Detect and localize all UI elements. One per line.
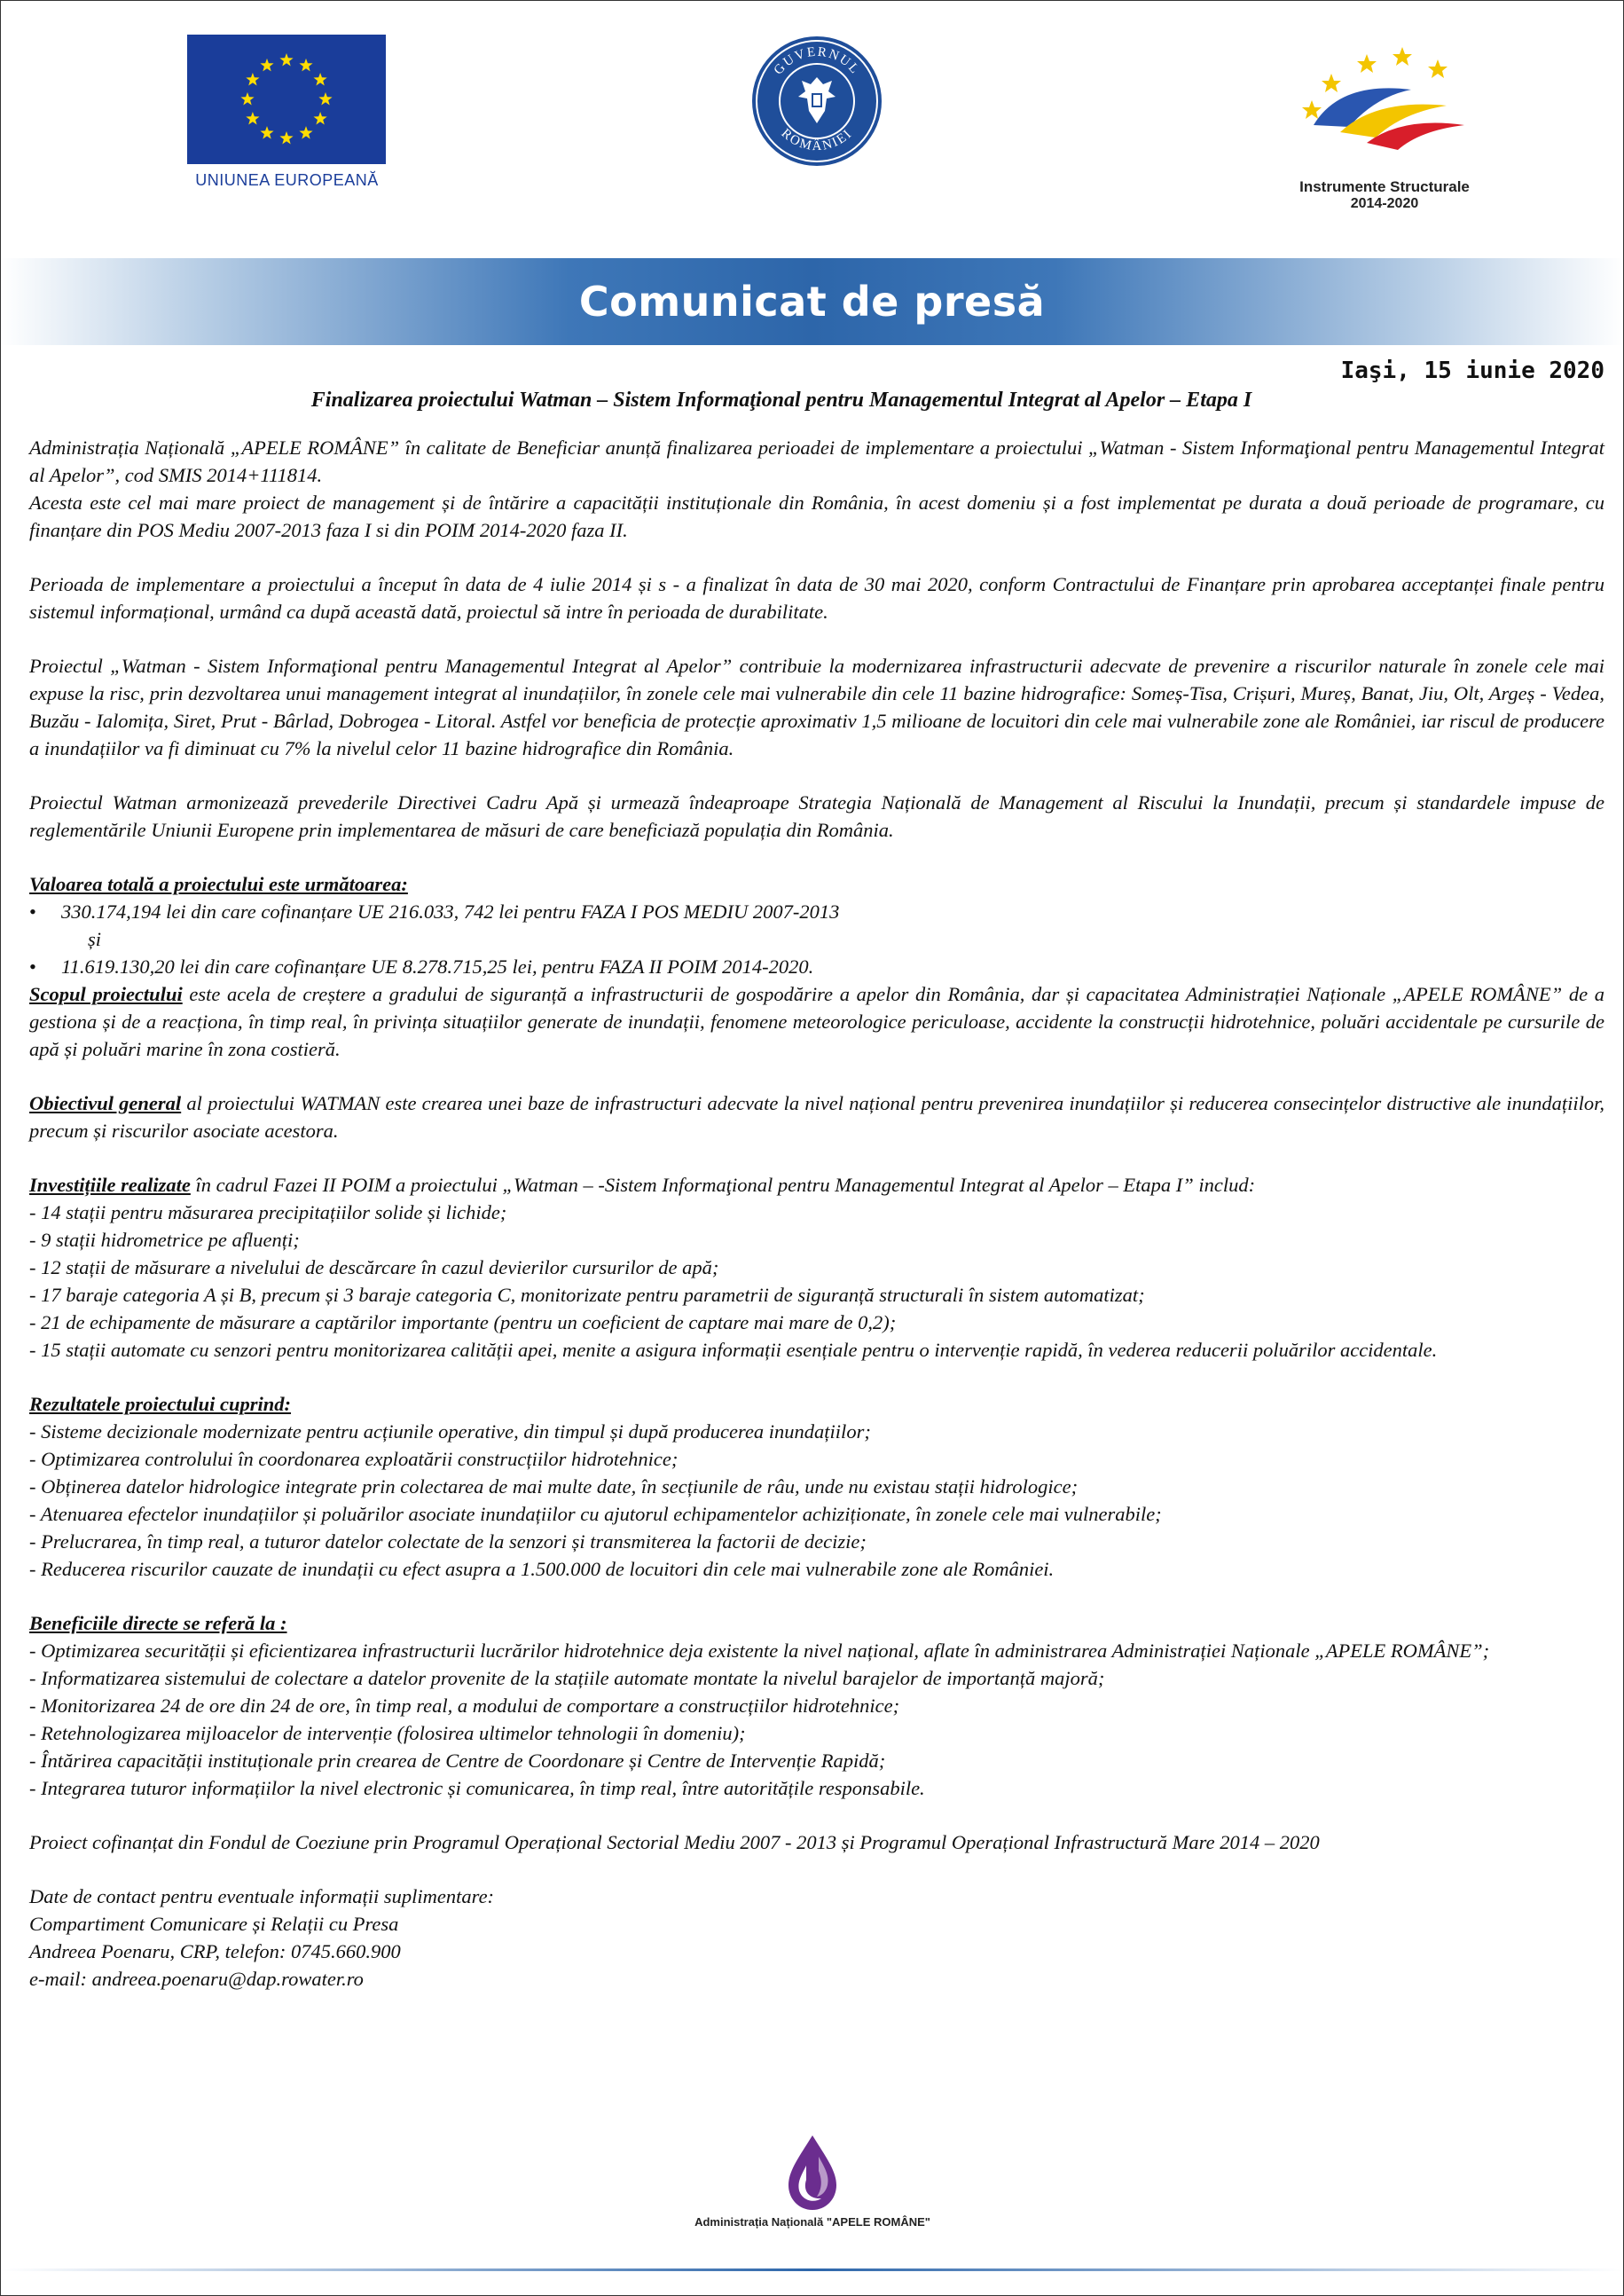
apele-romane-logo: [693, 2130, 932, 2237]
objective-paragraph: Obiectivul general al proiectului WATMAN este crearea unei baze de infrastructuri adecvate la nivel național pentru prevenirea inundațiilor și reducerea consecințelor distructive ale inundațiilor, precum și riscurilor asociate acestora.: [29, 1092, 1604, 1142]
svg-text:GUVERNUL: GUVERNUL: [771, 44, 863, 78]
list-item: - Sisteme decizionale modernizate pentru acțiunile operative, din timpul și după producerea inundațiilor;: [29, 1420, 871, 1443]
investments-label: Investițiile realizate: [29, 1174, 191, 1196]
eu-star-icon: [314, 73, 327, 86]
list-item: și: [88, 928, 102, 950]
eu-star-icon: [318, 92, 332, 106]
investments-section: Investițiile realizate în cadrul Fazei II POIM a proiectului „Watman – -Sistem Informaţional pentru Managementul Integrat al Apelor – Etapa I” includ: - 14 stații pentru măsurarea precipitațiilor solide și lichide; - 9 stații hidrometrice pe afluenți; - 12 stații de măsurare a nivelului de descărcare în cazul devierilor cursurilor de apă; - 17 baraje categoria A și B, precum și 3 baraje categoria C, monitorizate pentru parametrii de siguranță structurali în sistem automatizat; - 21 de echipamente de măsurare a captărilor importante (pentru un coeficient de captare mai mare de 0,2); - 15 stații automate cu senzori pentru monitorizarea calității apei, menite a asigura informații esențiale pentru o intervenție rapidă, în vederea reducerii poluărilor accidentale.: [29, 1174, 1438, 1361]
list-item: - Optimizarea securității și eficientizarea infrastructurii lucrărilor hidrotehnice deja existente la nivel național, aflate în administrarea Administrației Naționale „APELE ROMÂNE”;: [29, 1639, 1490, 1662]
list-item: - Informatizarea sistemului de colectare a datelor provenite de la stațiile automate montate la nivelul barajelor de importanță majoră;: [29, 1667, 1105, 1689]
list-item: • 11.619.130,20 lei din care cofinanțare UE 8.278.715,25 lei, pentru FAZA II POIM 2014-2020.: [29, 953, 1604, 980]
eu-star-icon: [279, 131, 293, 145]
list-item: - Atenuarea efectelor inundațiilor și poluărilor asociate inundațiilor cu ajutorul echipamentelor achiziționate, în zonele cele mai vulnerabile;: [29, 1503, 1162, 1525]
benefits-list: [29, 1639, 1489, 1799]
eu-star-icon: [299, 126, 312, 139]
total-value-heading: Valoarea totală a proiectului este următoarea:: [29, 873, 408, 895]
objective-label: Obiectivul general: [29, 1092, 182, 1114]
svg-text:ROMÂNIEI: ROMÂNIEI: [778, 126, 856, 154]
intro-sentence-2: Acesta este cel mai mare proiect de management și de întărire a capacității instituționale din România, în acest domeniu și a fost implementat pe durata a două perioade de programare, cu finanțare din POS Mediu 2007-2013 faza I si din POIM 2014-2020 faza II.: [29, 491, 1604, 541]
structural-instruments-icon: [1269, 28, 1500, 174]
list-item: - 15 stații automate cu senzori pentru monitorizarea calității apei, menite a asigura informații esențiale pentru o intervenție rapidă, în vederea reducerii poluărilor accidentale.: [29, 1339, 1438, 1361]
press-release-banner: [1, 258, 1623, 345]
list-item: - Prelucrarea, în timp real, a tuturor datelor colectate de la senzori și transmiterea la factorii de decizie;: [29, 1530, 867, 1553]
list-item: • 330.174,194 lei din care cofinanțare UE 216.033, 742 lei pentru FAZA I POS MEDIU 2007-2013: [29, 898, 1604, 925]
intro-sentence-1: Administrația Națională „APELE ROMÂNE” în calitate de Beneficiar anunță finalizarea perioadei de implementare a proiectului „Watman - Sistem Informaţional pentru Managementul Integrat al Apelor”, cod SMIS 2014+111814.: [29, 436, 1604, 486]
footer-caption: Administrația Națională "APELE ROMÂNE": [694, 2215, 930, 2229]
list-item: - Integrarea tuturor informațiilor la nivel electronic și comunicarea, în timp real, între autoritățile responsabile.: [29, 1777, 925, 1799]
list-item: - 12 stații de măsurare a nivelului de descărcare în cazul devierilor cursurilor de apă;: [29, 1256, 719, 1278]
eu-star-icon: [314, 112, 327, 125]
press-release-body: [29, 354, 1604, 1993]
eu-star-icon: [260, 59, 273, 72]
contact-intro: Date de contact pentru eventuale informații suplimentare:: [29, 1885, 495, 1907]
eu-flag-icon: [187, 35, 386, 164]
eu-star-icon: [260, 126, 273, 139]
date-line: Iaşi, 15 iunie 2020: [1340, 358, 1604, 384]
contact-section: [29, 1883, 1604, 1993]
list-item: - Reducerea riscurilor cauzate de inundații cu efect asupra a 1.500.000 de locuitori din cele mai vulnerabile zone ale României.: [29, 1558, 1055, 1580]
list-item: - 17 baraje categoria A și B, precum și 3 baraje categoria C, monitorizate pentru parametrii de siguranță structurali în sistem automatizat;: [29, 1284, 1145, 1306]
bottom-divider: [1, 2268, 1623, 2271]
directive-paragraph: Proiectul Watman armonizează prevederile Directivei Cadru Apă și urmează îndeaproape Strategia Națională de Management al Riscului la Inundații, precum și standardele impuse de reglementările Uniunii Europene prin implementarea de măsuri de care beneficiază populația din România.: [29, 791, 1604, 841]
bullet-icon: •: [29, 900, 36, 923]
document-title: Finalizarea proiectului Watman – Sistem Informaţional pentru Managementul Integrat al Apelor – Etapa I: [310, 389, 1252, 412]
total-value-section: [29, 870, 1604, 980]
list-item: - 14 stații pentru măsurarea precipitațiilor solide și lichide;: [29, 1201, 507, 1223]
intro-paragraph: [29, 434, 1604, 544]
eu-logo: [187, 35, 387, 194]
results-list: [29, 1420, 1162, 1580]
results-section: [29, 1390, 1604, 1583]
banner-title: Comunicat de presă: [578, 278, 1046, 326]
contact-person: Andreea Poenaru, CRP, telefon: 0745.660.900: [29, 1940, 401, 1962]
list-item: - Obținerea datelor hidrologice integrate prin colectarea de mai multe date, în secțiunile de râu, unde nu existau stații hidrologice;: [29, 1475, 1079, 1498]
scope-label: Scopul proiectului: [29, 983, 183, 1005]
list-item: - Monitorizarea 24 de ore din 24 de ore, în timp real, a modului de comportare a construcțiilor hidrotehnice;: [29, 1694, 900, 1717]
implementation-period-paragraph: Perioada de implementare a proiectului a început în data de 4 iulie 2014 și s - a finalizat în data de 30 mai 2020, conform Contractului de Finanțare prin aprobarea acceptanței finale pentru sistemul informațional, urmând ca după această dată, proiectul să intre în perioada de durabilitate.: [29, 573, 1604, 623]
water-drop-icon: [693, 2130, 932, 2214]
benefits-heading: Beneficiile directe se referă la :: [29, 1612, 287, 1634]
list-item: - 9 stații hidrometrice pe afluenți;: [29, 1229, 300, 1251]
results-heading: Rezultatele proiectului cuprind:: [29, 1393, 292, 1415]
eu-star-icon: [246, 73, 259, 86]
eu-star-icon: [299, 59, 312, 72]
eu-star-icon: [246, 112, 259, 125]
bullet-icon: •: [29, 955, 36, 978]
list-item: - Optimizarea controlului în coordonarea exploatării construcțiilor hidrotehnice;: [29, 1448, 679, 1470]
scope-paragraph: Scopul proiectului este acela de creștere a gradului de siguranță a infrastructurii de gospodărire a apelor din România, dar și capacitatea Administrației Naționale „APELE ROMÂNE” de a gestiona și de a reacționa, în timp real, în privința situațiilor generate de inundații, fenomene meteorologice periculoase, accidente la construcții hidrotehnice, poluări accidentale pe cursurile de apă și poluări marine în zona costieră.: [29, 983, 1605, 1060]
list-item: - Retehnologizarea mijloacelor de intervenție (folosirea ultimelor tehnologii în domeniu);: [29, 1722, 746, 1744]
government-seal-logo: [750, 35, 883, 168]
structural-instruments-logo: [1269, 28, 1500, 218]
investments-list: [29, 1201, 1437, 1361]
eu-caption: UNIUNEA EUROPEANĂ: [195, 171, 379, 189]
structural-instruments-period: 2014-2020: [1350, 196, 1419, 211]
benefits-section: [29, 1609, 1604, 1802]
contact-department: Compartiment Comunicare și Relații cu Presa: [29, 1913, 399, 1935]
eu-star-icon: [240, 92, 254, 106]
list-item: - Întărirea capacității instituționale prin crearea de Centre de Coordonare și Centre de Intervenție Rapidă;: [29, 1750, 886, 1772]
total-value-list: [29, 898, 1604, 980]
funding-paragraph: Proiect cofinanțat din Fondul de Coeziune prin Programul Operațional Sectorial Mediu 2007 - 2013 și Programul Operațional Infrastructură Mare 2014 – 2020: [29, 1831, 1320, 1853]
project-contribution-paragraph: Proiectul „Watman - Sistem Informaţional pentru Managementul Integrat al Apelor” contribuie la modernizarea infrastructurii adecvate de prevenire a riscurilor naturale în zonele cele mai expuse la risc, prin dezvoltarea unui management integrat al inundațiilor, în zonele cele mai vulnerabile din cele 11 bazine hidrografice: Someș-Tisa, Crișuri, Mureș, Banat, Jiu, Olt, Argeș - Vedea, Buzău - Ialomița, Siret, Prut - Bârlad, Dobrogea - Litoral. Astfel vor beneficia de protecție aproximativ 1,5 milioane de locuitori din cele mai vulnerabile zone ale României, iar riscul de producere a inundațiilor va fi diminuat cu 7% la nivelul celor 11 bazine hidrografice din România.: [29, 655, 1604, 759]
eu-star-icon: [279, 53, 293, 67]
contact-email[interactable]: e-mail: andreea.poenaru@dap.rowater.ro: [29, 1968, 364, 1990]
structural-instruments-caption: Instrumente Structurale: [1299, 178, 1470, 195]
list-item: - 21 de echipamente de măsurare a captărilor importante (pentru un coeficient de captare mai mare de 0,2);: [29, 1311, 897, 1333]
